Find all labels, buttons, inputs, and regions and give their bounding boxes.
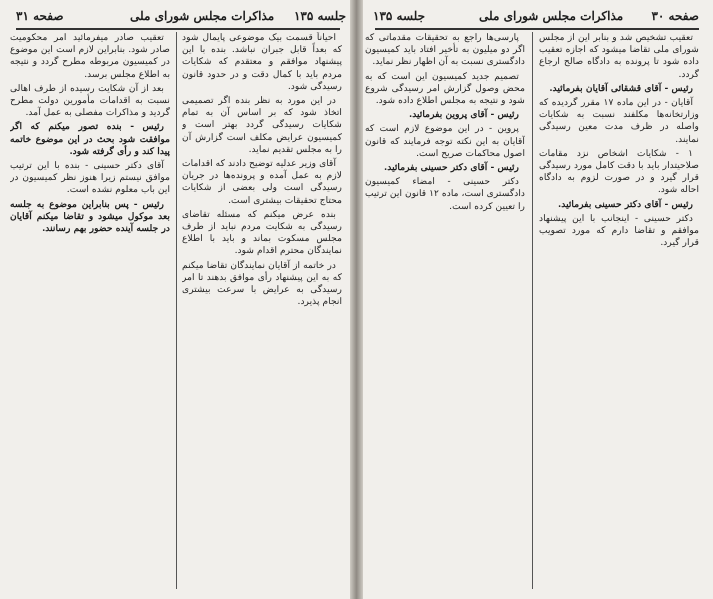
paragraph: دکتر حسینی - امضاء کمیسیون دادگستری است، ماده ۱۲ قانون این ترتیب را تعیین کرده است. — [365, 176, 525, 212]
left-page-number: صفحه ۳۱ — [16, 9, 64, 23]
paragraph: رئیس - آقای قشقائی آقایان بفرمائید. — [549, 82, 693, 94]
column-divider — [176, 32, 177, 589]
right-page-column-right — [539, 32, 699, 593]
paragraph: رئیس - بنده تصور میکنم که اگر موافقت شود بحث در این موضوع خاتمه پیدا کند و رأی گرفته شود. — [10, 121, 170, 157]
paragraph: آقایان - در این ماده ۱۷ مقرر گردیده که وزارتخانه‌ها مکلفند نسبت به شکایات واصله در ظرف مدت معین رسیدگی نمایند. — [539, 97, 699, 145]
paragraph: رئیس - آقای پروین بفرمائید. — [409, 109, 519, 121]
paragraph: پروین - در این موضوع لازم است که آقایان به این نکته توجه فرمایند که قانون اصول محاکمات صریح است. — [365, 123, 525, 159]
paragraph: احیاناً قسمت بیک موضوعی پایمال شود که بعداً قابل جبران نباشد. بنده با این پیشنهاد موافقم و معتقدم که شکایات مردم باید با کمال دقت و در حدود قانون رسیدگی شود. — [182, 32, 342, 92]
paragraph: تصمیم جدید کمیسیون این است که به محض وصول گزارش امر رسیدگی شروع شود و نتیجه به مجلس اطلاع داده شود. — [365, 70, 525, 107]
left-page-column-right — [182, 32, 342, 593]
paragraph: رئیس - آقای دکتر حسینی بفرمائید. — [384, 162, 519, 174]
paragraph: آقای وزیر عدلیه توضیح دادند که اقدامات لازم به عمل آمده و پرونده‌ها در جریان رسیدگی است ولی بعضی از شکایات محتاج تحقیقات بیشتری است. — [182, 158, 342, 206]
header-rule — [16, 28, 340, 30]
left-page-session: جلسه ۱۳۵ — [293, 9, 346, 23]
paragraph: در این مورد به نظر بنده اگر تصمیمی اتخاذ شود که بر اساس آن به تمام شکایات رسیدگی گردد بهتر است و کمیسیون عرایض مکلف است گزارش آن را به مجلس تقدیم نماید. — [182, 95, 342, 155]
paragraph: در خاتمه از آقایان نمایندگان تقاضا میکنم که به این پیشنهاد رأی موافق بدهند تا امر رسیدگی به عرایض با سرعت بیشتری انجام پذیرد. — [182, 259, 342, 308]
column-divider — [532, 32, 533, 589]
right-page-title: مذاکرات مجلس شورای ملی — [479, 9, 624, 23]
right-page-number: صفحه ۳۰ — [651, 9, 699, 23]
left-page-header — [10, 3, 346, 33]
header-rule — [375, 28, 699, 30]
paragraph: آقای دکتر حسینی - بنده با این ترتیب موافق نیستم زیرا هنوز نظر کمیسیون در این باب معلوم نشده است. — [10, 160, 170, 196]
paragraph: بعد از آن شکایت رسیده از طرف اهالی نسبت به اقدامات مأمورین دولت مطرح گردید و مذاکرات مفصلی به عمل آمد. — [10, 82, 170, 119]
right-page — [359, 0, 713, 599]
paragraph: بنده عرض میکنم که مسئله تقاضای رسیدگی به شکایت مردم نباید از طرف مجلس مسکوت بماند و باید با اطلاع نمایندگان محترم اقدام شود. — [182, 208, 342, 257]
left-page-column-left — [10, 32, 170, 593]
paragraph: دکتر حسینی - اینجانب با این پیشنهاد موافقم و تقاضا دارم که مورد تصویب قرار گیرد. — [539, 212, 699, 249]
paragraph: رئیس - پس بنابراین موضوع به جلسه بعد موکول میشود و تقاضا میکنم آقایان در جلسه آینده حضور بهم رسانند. — [10, 198, 170, 235]
left-page — [0, 0, 354, 599]
paragraph: رئیس - آقای دکتر حسینی بفرمائید. — [558, 198, 693, 210]
paragraph: تعقیب صادر میفرمائید امر محکومیت صادر شود. بنابراین لازم است این موضوع در کمیسیون مربوطه مطرح گردد و نتیجه به اطلاع مجلس برسد. — [10, 32, 170, 80]
paragraph: تعقیب تشخیص شد و بنابر این از مجلس شورای ملی تقاضا میشود که اجازه تعقیب داده شود تا پرونده به دادگاه صالح ارجاع گردد. — [539, 32, 699, 80]
right-page-column-left — [365, 32, 525, 593]
paragraph: ۱ - شکایات اشخاص نزد مقامات صلاحیتدار باید با دقت کامل مورد رسیدگی قرار گیرد و در صورت لزوم به دادگاه احاله شود. — [539, 147, 699, 196]
right-page-session: جلسه ۱۳۵ — [373, 9, 426, 23]
paragraph: پارسی‌ها راجع به تحقیقات مقدماتی که اگر دو میلیون به تأخیر افتاد باید کمیسیون دادگستری نسبت به آن اظهار نظر نماید. — [365, 32, 525, 68]
right-page-header — [369, 3, 705, 33]
left-page-title: مذاکرات مجلس شورای ملی — [130, 9, 275, 23]
